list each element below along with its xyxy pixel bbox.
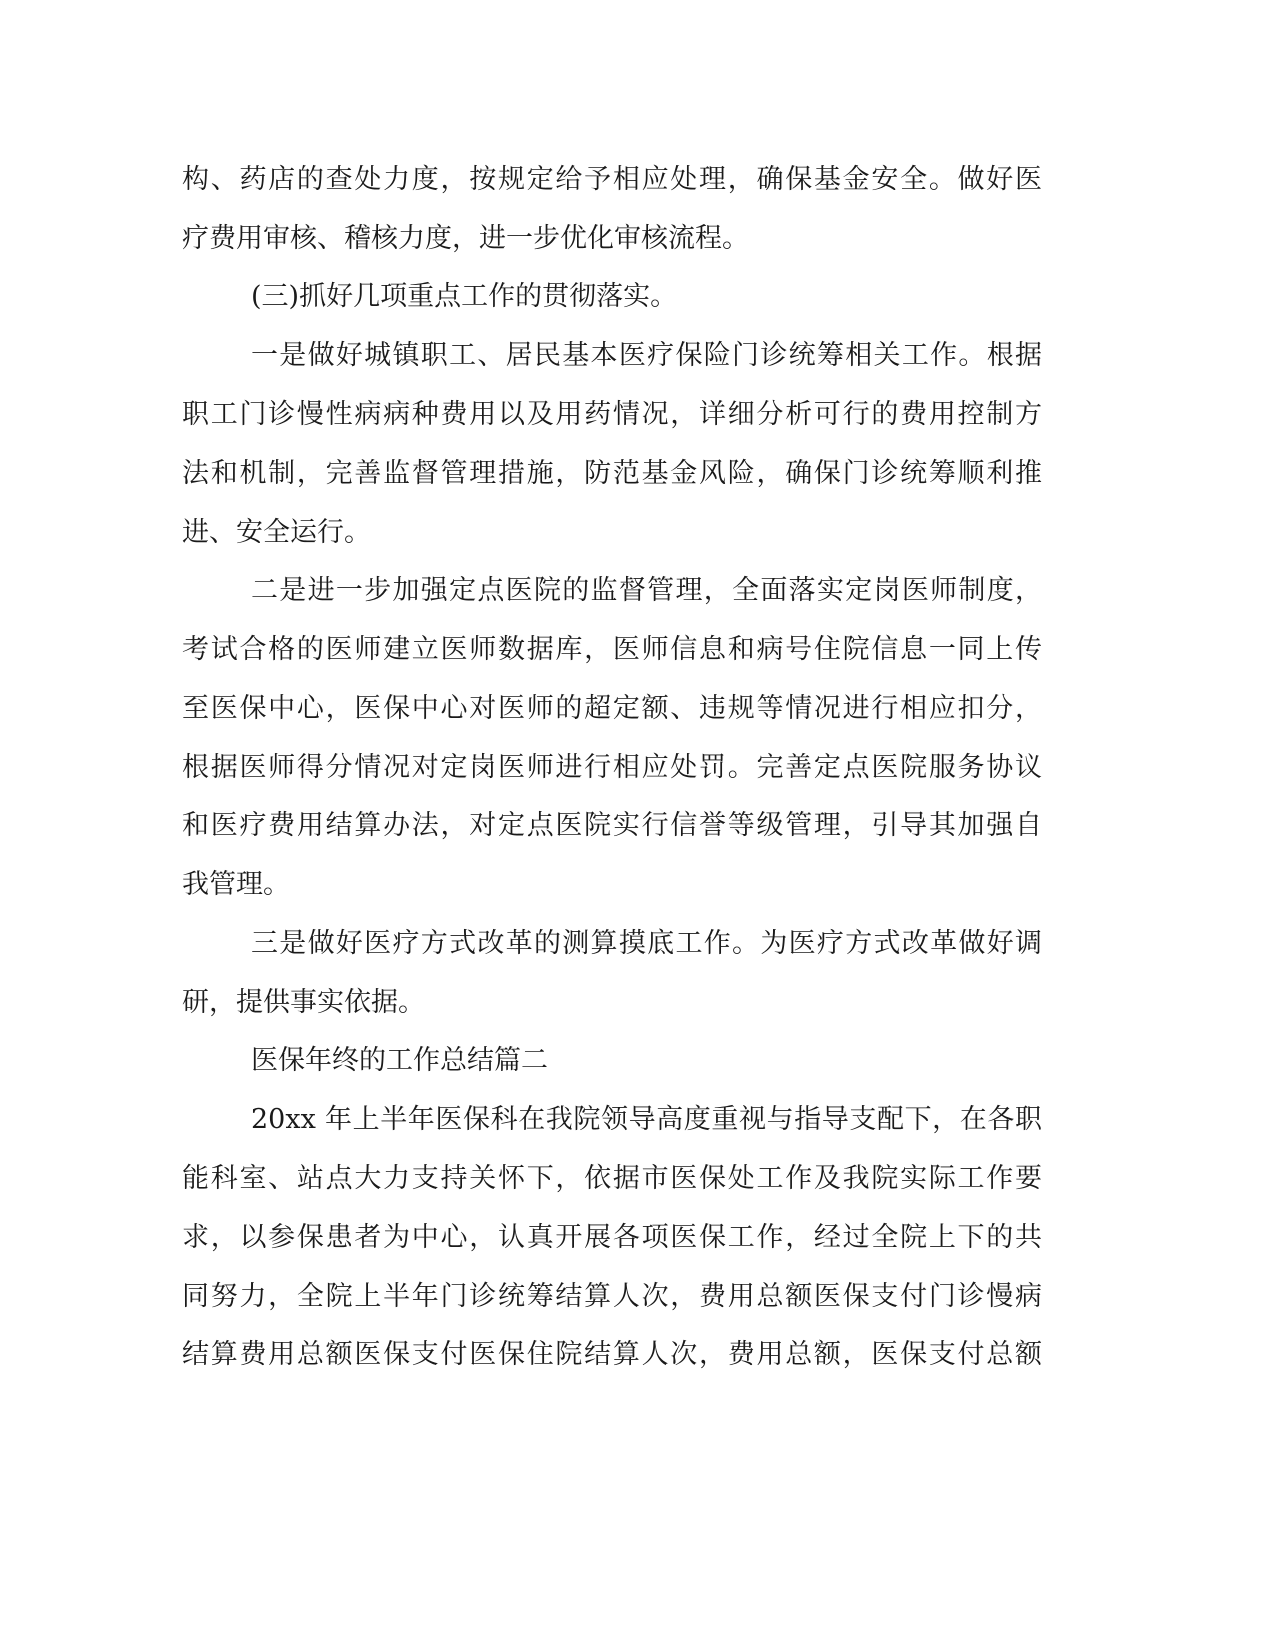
text-line: 根据医师得分情况对定岗医师进行相应处罚。完善定点医院服务协议 bbox=[182, 752, 1042, 783]
text-line: 至医保中心，医保中心对医师的超定额、违规等情况进行相应扣分， bbox=[182, 693, 1042, 724]
text-line: 法和机制，完善监督管理措施，防范基金风险，确保门诊统筹顺利推 bbox=[182, 458, 1042, 489]
text-line: 研，提供事实依据。 bbox=[182, 987, 425, 1018]
text-line: 能科室、站点大力支持关怀下，依据市医保处工作及我院实际工作要 bbox=[182, 1163, 1042, 1194]
text-line: 构、药店的查处力度，按规定给予相应处理，确保基金安全。做好医 bbox=[182, 164, 1042, 195]
text-line: 求，以参保患者为中心，认真开展各项医保工作，经过全院上下的共 bbox=[182, 1222, 1042, 1253]
text-line: 疗费用审核、稽核力度，进一步优化审核流程。 bbox=[182, 223, 749, 254]
section-heading: (三)抓好几项重点工作的贯彻落实。 bbox=[251, 281, 678, 312]
text-line: 结算费用总额医保支付医保住院结算人次，费用总额，医保支付总额 bbox=[182, 1339, 1042, 1370]
text-line: 同努力，全院上半年门诊统筹结算人次，费用总额医保支付门诊慢病 bbox=[182, 1281, 1042, 1312]
text-line: 考试合格的医师建立医师数据库，医师信息和病号住院信息一同上传 bbox=[182, 634, 1042, 665]
text-line: 20xx 年上半年医保科在我院领导高度重视与指导支配下，在各职 bbox=[251, 1104, 1042, 1135]
text-line: 职工门诊慢性病病种费用以及用药情况，详细分析可行的费用控制方 bbox=[182, 399, 1042, 430]
text-line: 和医疗费用结算办法，对定点医院实行信誉等级管理，引导其加强自 bbox=[182, 810, 1042, 841]
text-line: 二是进一步加强定点医院的监督管理，全面落实定岗医师制度， bbox=[251, 575, 1042, 606]
text-line: 三是做好医疗方式改革的测算摸底工作。为医疗方式改革做好调 bbox=[251, 928, 1042, 959]
text-line: 进、安全运行。 bbox=[182, 517, 371, 548]
text-line: 一是做好城镇职工、居民基本医疗保险门诊统筹相关工作。根据 bbox=[251, 340, 1042, 371]
text-line: 我管理。 bbox=[182, 869, 290, 900]
section-title: 医保年终的工作总结篇二 bbox=[251, 1045, 548, 1076]
